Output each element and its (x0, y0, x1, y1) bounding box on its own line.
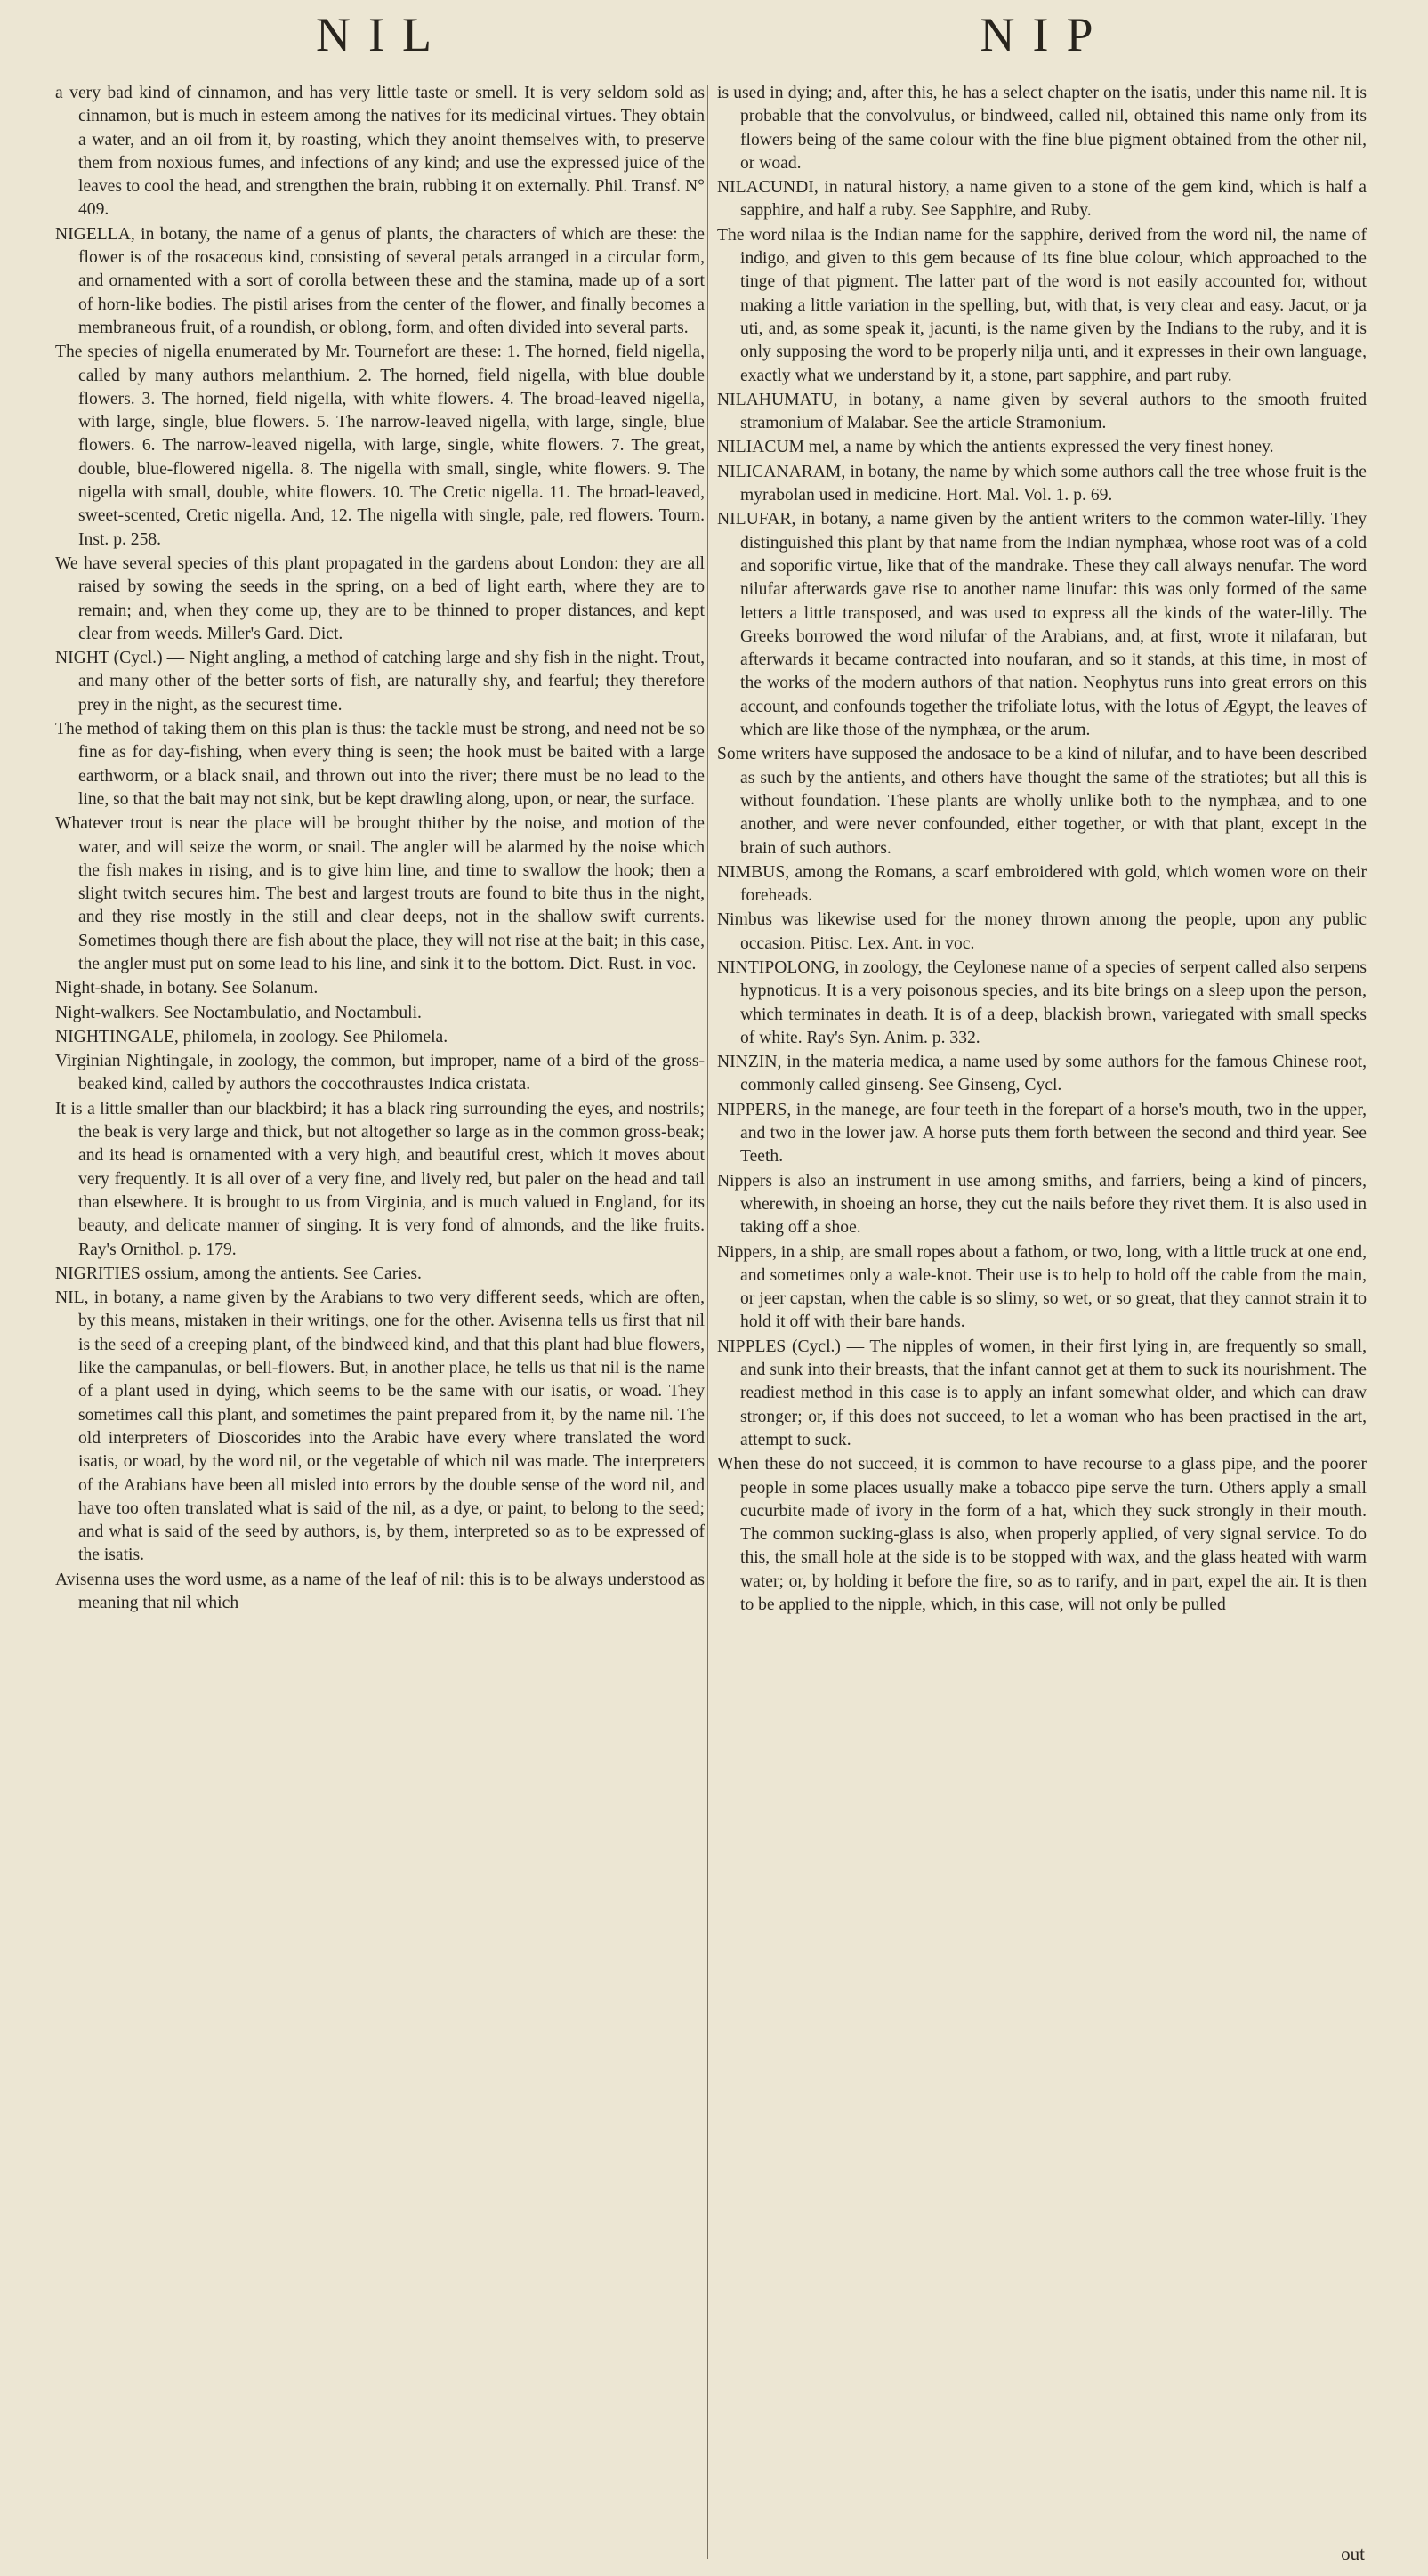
paragraph: Whatever trout is near the place will be brought thither by the noise, and motion of the water, and will seize the worm, or snail. The angler will be alarmed by the noise which the fish makes in rising, and is to give him line, and time to swallow the hook; then a slight twitch secures him. The best and largest trouts are found to bite thus in the night, and they rise mostly in the still and clear deeps, not in the shallow swift currents. Sometimes though there are fish about the place, they will not rise at the bait; in this case, the angler must put on some lead to his line, and sink it to the bottom. Dict. Rust. in voc. (55, 814, 705, 973)
right-column (717, 82, 1367, 2551)
paragraph: Some writers have supposed the andosace to be a kind of nilufar, and to have been described as such by the antients, and others have thought the same of the stratiotes; but all this is without foundation. These plants are wholly unlike both to the nymphæa, and to one another, and were never confounded, either together, or with that plant, except in the brain of such authors. (717, 745, 1367, 858)
entry-night-walkers: Night-walkers. See Noctambulatio, and Noctambuli. (55, 1003, 422, 1022)
entry-ninzin: NINZIN, in the materia medica, a name used by some authors for the famous Chinese root, commonly called ginseng. See Ginseng, Cycl. (717, 1053, 1367, 1095)
column-divider (707, 85, 708, 2559)
catchword: out (1341, 2543, 1365, 2564)
entry-nippers: NIPPERS, in the manege, are four teeth in the forepart of a horse's mouth, two in the upper, and two in the lower jaw. A horse puts them forth between the second and third year. See Teeth. (717, 1100, 1367, 1167)
entry-nigrities: NIGRITIES ossium, among the antients. See Caries. (55, 1264, 422, 1283)
entry-nippers-ship: Nippers, in a ship, are small ropes about a fathom, or two, long, with a little truck at one end, and sometimes only a wale-knot. Their use is to help to hold off the cable from the main, or jeer capstan, when the cable is so slimy, so wet, or so great, that they cannot strain it to hold it off with their bare hands. (717, 1242, 1367, 1332)
paragraph: It is a little smaller than our blackbird; it has a black ring surrounding the eyes, and nostrils; the beak is very large and thick, but not altogether so large as in the common gross-beak; and its head is ornamented with a very high, and beautiful crest, which it moves about very frequently. It is all over of a very fine, and lively red, but paler on the head and tail than elsewhere. It is brought to us from Virginia, and is much valued in England, for its beauty, and delicate manner of singing. It is very fond of almonds, and the like fruits. Ray's Ornithol. p. 179. (55, 1099, 705, 1259)
paragraph: The word nilaa is the Indian name for the sapphire, derived from the word nil, the name of indigo, and given to this gem because of its fine blue colour, which approached to the tinge of that pigment. The latter part of the word is not easily accounted for, without making a little variation in the spelling, but, with that, is very clear and easy. Jacut, or ja uti, and, as some speak it, jacunti, is the name given by the Indians to the ruby, and it is only supposing the word to be properly nilja unti, and it expresses in their own language, exactly what we understand by it, a stone, part sapphire, and part ruby. (717, 225, 1367, 385)
paragraph: When these do not succeed, it is common to have recourse to a glass pipe, and the poorer people in some places usually make a tobacco pipe serve the turn. Others apply a small cucurbite made of ivory in the form of a hat, which they suck strongly in their mouth. The common sucking-glass is also, when properly applied, of very signal service. To do this, the small hole at the side is to be stopped with wax, and the glass heated with warm water; or, by holding it before the fire, so as to rarify, and in part, expel the air. It is then to be applied to the nipple, which, in this case, will not only be pulled (717, 1455, 1367, 1614)
paragraph: The species of nigella enumerated by Mr. Tournefort are these: 1. The horned, field nigella, called by many authors melanthium. 2. The horned, field nigella, with blue double flowers. 3. The horned, field nigella, with white flowers. 4. The broad-leaved nigella, with large, single, blue flowers. 5. The narrow-leaved nigella, with large, single, blue flowers. 6. The narrow-leaved nigella, with large, single, white flowers. 7. The great, double, blue-flowered nigella. 8. The nigella with small, single, white flowers. 9. The nigella with small, double, white flowers. 10. The Cretic nigella. 11. The broad-leaved, sweet-scented, Cretic nigella. And, 12. The nigella with single, pale, red flowers. Tourn. Inst. p. 258. (55, 343, 705, 549)
paragraph: We have several species of this plant propagated in the gardens about London: they are all raised by sowing the seeds in the spring, on a bed of light earth, where they are to remain; and, when they come up, they are to be thinned to proper distances, and kept clear from weeds. Miller's Gard. Dict. (55, 553, 705, 643)
running-head-left: NIL (316, 8, 449, 61)
paragraph: Avisenna uses the word usme, as a name of the leaf of nil: this is to be always understood as meaning that nil which (55, 1570, 705, 1612)
entry-nipples: NIPPLES (Cycl.) — The nipples of women, in their first lying in, are frequently so small, and sunk into their breasts, that the infant cannot get at them to suck its nourishment. The readiest method in this case is to apply an infant somewhat older, and which can draw stronger; or, if this does not succeed, to let a woman who has been practised in the art, attempt to suck. (717, 1336, 1367, 1450)
entry-nilufar: NILUFAR, in botany, a name given by the antient writers to the common water-lilly. They distinguished this plant by that name from the Indian nymphæa, whose root was of a cold and soporific virtue, like that of the mandrake. These they call always nenufar. The word nilufar afterwards gave rise to another name linufar: this was only formed of the same letters a little transposed, and was used to express all the kinds of the water-lilly. The Greeks borrowed the word nilufar of the Arabians, and, at first, wrote it nilafaran, but afterwards it became contracted into noufaran, and so it stands, at this time, in most of the works of the modern authors of that nation. Neophytus runs into great errors on this account, and confounds together the trifoliate lotus, with the lotus of Ægypt, the leaves of which are like those of the nymphæa, or the arum. (717, 510, 1367, 740)
entry-nintipolong: NINTIPOLONG, in zoology, the Ceylonese name of a species of serpent called also serpens hypnoticus. It is a very poisonous species, and its bite brings on a sleep upon the person, which terminates in death. It is of a deep, blackish brown, variegated with small specks of white. Ray's Syn. Anim. p. 332. (717, 957, 1367, 1047)
entry-virginian-nightingale: Virginian Nightingale, in zoology, the common, but improper, name of a bird of the gross-beaked kind, called by authors the coccothraustes Indica cristata. (55, 1052, 705, 1094)
paragraph: a very bad kind of cinnamon, and has very little taste or smell. It is very seldom sold as cinnamon, but is much in esteem among the natives for its medicinal virtues. They obtain a water, and an oil from it, by roasting, which they anoint themselves with, to preserve them from noxious fumes, and infections of any kind; and use the expressed juice of the leaves to cool the head, and strengthen the brain, rubbing it on externally. Phil. Transf. N° 409. (55, 84, 705, 220)
paragraph: is used in dying; and, after this, he has a select chapter on the isatis, under this name nil. It is probable that the convolvulus, or bindweed, called nil, obtained this name only from its flowers being of the same colour with the fine blue pigment obtained from the other nil, or woad. (717, 84, 1367, 173)
entry-nil: NIL, in botany, a name given by the Arabians to two very different seeds, which are often, by this means, mistaken in their writings, one for the other. Avisenna tells us first that nil is the seed of a creeping plant, of the bindweed kind, and that this plant had blue flowers, like the campanulas, or bell-flowers. But, in another place, he tells us that nil is the name of a plant used in dying, which seems to be the same with our isatis, or woad. They sometimes call this plant, and sometimes the paint prepared from it, by the name nil. The old interpreters of Dioscorides into the Arabic have every where translated the word isatis, or woad, by the word nil, or the vegetable of which nil was made. The interpreters of the Arabians have been all misled into errors by the double sense of the word nil, and have too often translated what is said of the nil, as a dye, or paint, to belong to the seed; and what is said of the seed by authors, is, by them, interpreted so as to be expressed of the isatis. (55, 1288, 705, 1565)
entry-nimbus: NIMBUS, among the Romans, a scarf embroidered with gold, which women wore on their foreheads. (717, 862, 1367, 906)
entry-nimbus-money: Nimbus was likewise used for the money thrown among the people, upon any public occasion. Pitisc. Lex. Ant. in voc. (717, 910, 1367, 953)
entry-nilacundi: NILACUNDI, in natural history, a name given to a stone of the gem kind, which is half a sapphire, and half a ruby. See Sapphire, and Ruby. (717, 178, 1367, 221)
entry-nippers-instrument: Nippers is also an instrument in use among smiths, and farriers, being a kind of pincers, wherewith, in shoeing an horse, they cut the nails before they rivet them. It is also used in taking off a shoe. (717, 1171, 1367, 1238)
entry-night-shade: Night-shade, in botany. See Solanum. (55, 979, 319, 998)
entry-niliacum: NILIACUM mel, a name by which the antients expressed the very finest honey. (717, 438, 1274, 457)
entry-nilicanaram: NILICANARAM, in botany, the name by which some authors call the tree whose fruit is the myrabolan used in medicine. Hort. Mal. Vol. 1. p. 69. (717, 462, 1367, 505)
entry-night: NIGHT (Cycl.) — Night angling, a method of catching large and shy fish in the night. Trout, and many other of the better sorts of fish, are naturally shy, and fearful; they therefore prey in the night, as the securest time. (55, 649, 705, 715)
entry-nilahumatu: NILAHUMATU, in botany, a name given by several authors to the smooth fruited stramonium of Malabar. See the article Stramonium. (717, 390, 1367, 433)
entry-nightingale: NIGHTINGALE, philomela, in zoology. See Philomela. (55, 1027, 448, 1046)
running-head-right: NIP (980, 8, 1111, 61)
left-column (55, 82, 705, 2551)
paragraph: The method of taking them on this plan is thus: the tackle must be strong, and need not be so fine as for day-fishing, when every thing is seen; the hook must be baited with a large earthworm, or a black snail, and thrown out into the river; there must be no lead to the line, so that the bait may not sink, but be kept drawling along, upon, or near, the surface. (55, 720, 705, 809)
entry-nigella: NIGELLA, in botany, the name of a genus of plants, the characters of which are these: the flower is of the rosaceous kind, consisting of several petals arranged in a circular form, and ornamented with a sort of corolla between these and the stamina, made up of a sort of horn-like bodies. The pistil arises from the center of the flower, and finally becomes a membraneous fruit, of a roundish, or oblong, form, and often divided into several parts. (55, 224, 705, 337)
